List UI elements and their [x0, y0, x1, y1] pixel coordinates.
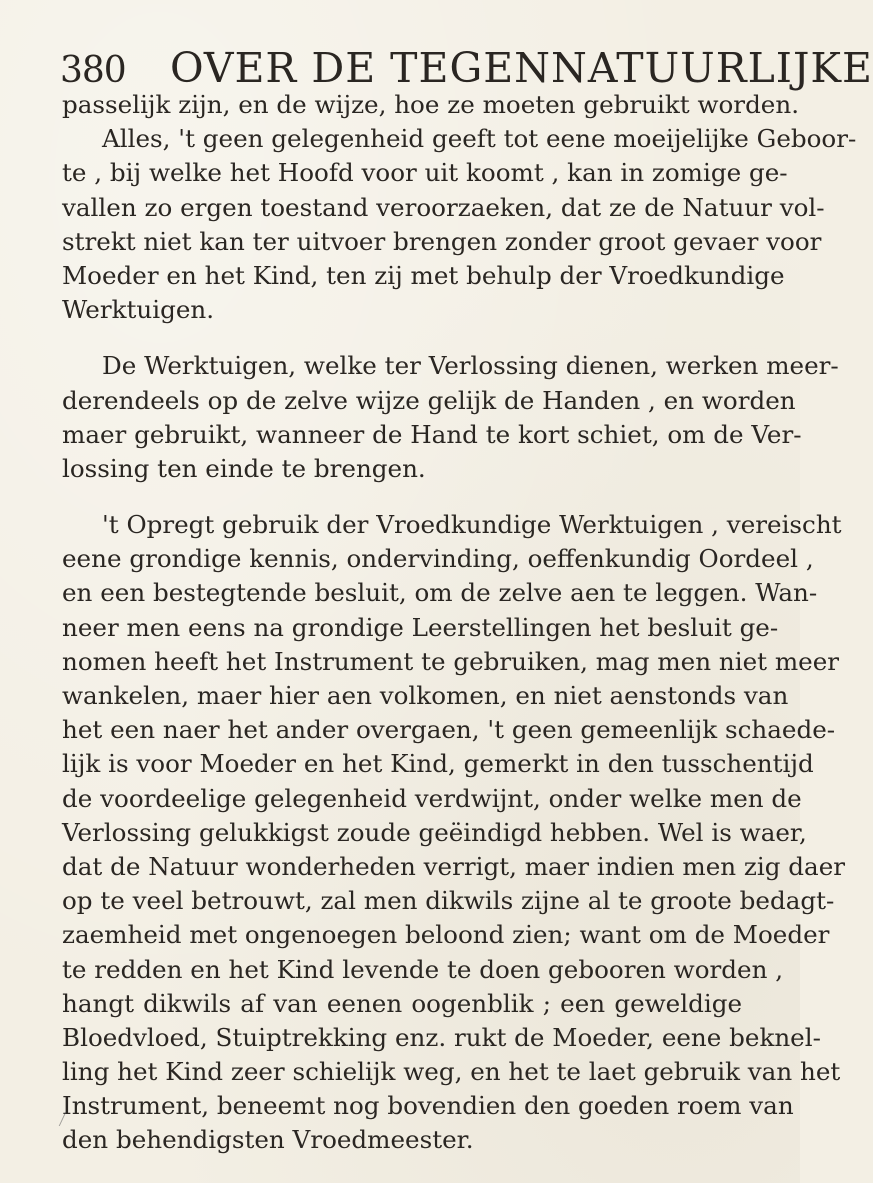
text-line: eene grondige kennis, ondervinding, oeffenkundig Oordeel , [62, 544, 814, 574]
text-line: vallen zo ergen toestand veroorzaeken, dat ze de Natuur vol- [62, 192, 825, 222]
text-line: Alles, 't geen gelegenheid geeft tot eene moeijelijke Geboor- [102, 124, 857, 154]
paragraph-gap [62, 327, 742, 349]
running-title: OVER DE TEGENNATUURLIJKE [170, 44, 873, 92]
page-number: 380 [60, 50, 126, 91]
page-header [60, 44, 873, 94]
text-line: te redden en het Kind levende te doen gebooren worden , [62, 954, 784, 984]
text-line: 't Opregt gebruik der Vroedkundige Werktuigen , vereischt [102, 510, 842, 540]
paragraph-gap [62, 486, 742, 508]
text-line: op te veel betrouwt, zal men dikwils zijne al te groote bedagt- [62, 886, 835, 916]
paragraph [62, 88, 800, 122]
text-line: derendeels op de zelve wijze gelijk de Handen , en worden [62, 385, 796, 415]
paragraph [62, 508, 846, 1158]
text-line: zaemheid met ongenoegen beloond zien; want om de Moeder [62, 920, 830, 950]
text-line: De Werktuigen, welke ter Verlossing dienen, werken meer- [102, 351, 839, 381]
text-line: de voordeelige gelegenheid verdwijnt, onder welke men de [62, 783, 802, 813]
text-line: Werktuigen. [62, 295, 215, 325]
text-line: passelijk zijn, en de wijze, hoe ze moeten gebruikt worden. [62, 90, 800, 119]
text-line: dat de Natuur wonderheden verrigt, maer indien men zig daer [62, 851, 846, 881]
text-line: Verlossing gelukkigst zoude geëindigd hebben. Wel is waer, [62, 817, 807, 847]
text-line: hangt dikwils af van eenen oogenblik ; een geweldige [62, 988, 742, 1018]
text-line: en een bestegtende besluit, om de zelve aen te leggen. Wan- [62, 578, 818, 608]
text-line: den behendigsten Vroedmeester. [62, 1125, 474, 1155]
text-line: maer gebruikt, wanneer de Hand te kort schiet, om de Ver- [62, 419, 802, 449]
paragraph [62, 349, 839, 486]
text-line: lijk is voor Moeder en het Kind, gemerkt in den tusschentijd [62, 749, 814, 779]
body-text [62, 88, 857, 1158]
text-line: Instrument, beneemt nog bovendien den goeden roem van [62, 1091, 794, 1121]
text-line: strekt niet kan ter uitvoer brengen zonder groot gevaer voor [62, 226, 822, 256]
text-line: ling het Kind zeer schielijk weg, en het te laet gebruik van het [62, 1057, 841, 1087]
text-line: lossing ten einde te brengen. [62, 453, 426, 483]
text-line: neer men eens na grondige Leerstellingen het besluit ge- [62, 612, 779, 642]
text-line: nomen heeft het Instrument te gebruiken, mag men niet meer [62, 646, 840, 676]
text-line: wankelen, maer hier aen volkomen, en niet aenstonds van [62, 681, 789, 710]
text-line: Bloedvloed, Stuiptrekking enz. rukt de Moeder, eene beknel- [62, 1022, 821, 1052]
text-line: Moeder en het Kind, ten zij met behulp der Vroedkundige [62, 260, 785, 290]
paragraph [62, 122, 857, 327]
text-line: te , bij welke het Hoofd voor uit koomt , kan in zomige ge- [62, 158, 788, 188]
text-line: het een naer het ander overgaen, 't geen gemeenlijk schaede- [62, 715, 836, 745]
